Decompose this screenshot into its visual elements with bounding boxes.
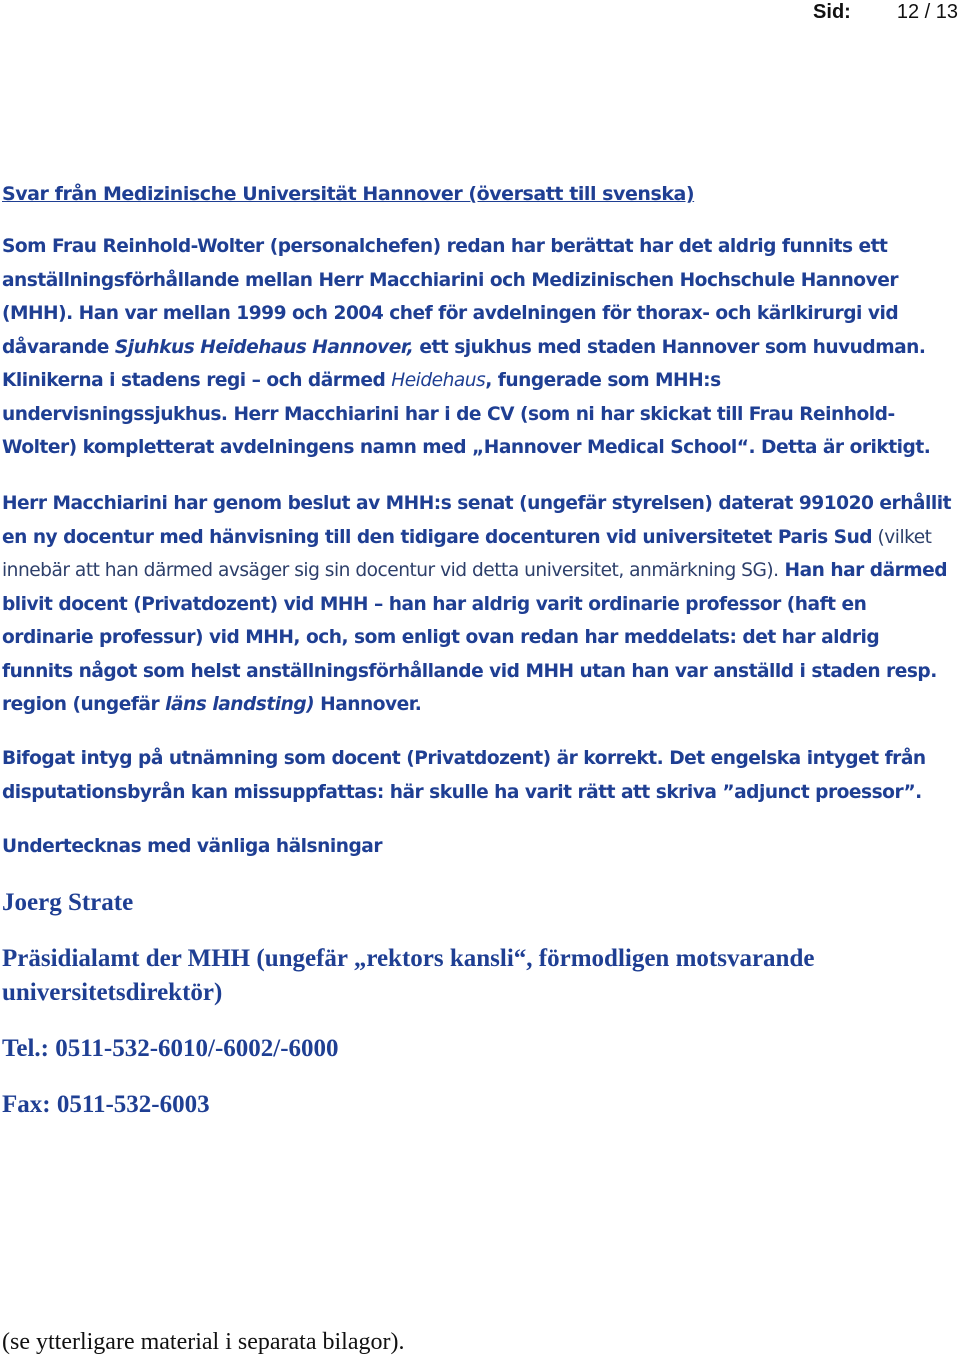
signature-name: Joerg Strate [2,889,134,916]
section-title: Svar från Medizinische Universität Hannover (översatt till svenska) [2,183,695,205]
page-label: Sid: [813,1,851,23]
paragraph-2-text-c: Han har därmed blivit docent (Privatdozent) vid MHH – han har aldrig varit ordinarie professor (haft en ordinarie professur) vid MHH, och, som enligt ovan redan har meddelats: det har aldrig funnits något som helst anställningsförhållande vid MHH utan han var anställd i staden resp. region (ungefär [2,560,948,715]
signature-office: Präsidialamt der MHH (ungefär „rektors kansli“, förmodligen motsvarande universitetsdirektör) [2,945,815,1006]
paragraph-1-text-b: ett sjukhus med staden Hannover som huvudman. Klinikerna i stadens regi – och därmed [2,336,926,391]
paragraph-1-text-a: Han var mellan 1999 och 2004 chef för avdelningen för thorax- och kärlkirurgi vid dåvarande [2,303,899,358]
signature-fax: Fax: 0511-532-6003 [2,1091,210,1118]
paragraph-1 [2,230,952,465]
hospital-name: Sjuhkus Heidehaus Hannover, [114,336,414,358]
paragraph-2-remark: (vilket innebär att han därmed avsäger sig sin docentur vid detta universitet, anmärkning SG). [2,526,932,581]
page-header [813,0,958,24]
lans-landsting: läns landsting) [165,694,315,715]
paragraph-2 [2,487,952,722]
closing-line: Undertecknas med vänliga hälsningar [2,836,382,857]
footer-note: (se ytterligare material i separata bilagor). [2,1329,405,1355]
heidehaus-name: Heidehaus [391,370,486,391]
paragraph-3: Bifogat intyg på utnämning som docent (Privatdozent) är korrekt. Det engelska intyget från disputationsbyrån kan missuppfattas: här skulle ha varit rätt att skriva ”adjunct proessor”. [2,748,926,803]
paragraph-1-text-c: , fungerade som MHH:s undervisningssjukhus. Herr Macchiarini har i de CV (som ni har skickat till Frau Reinhold-Wolter) kompletterat avdelningens namn med „Hannover Medical School“. Detta är oriktigt. [2,370,931,458]
paragraph-2-text-d: Hannover. [314,694,422,715]
paragraph-2-text-a: Herr Macchiarini har genom beslut av MHH:s senat (ungefär styrelsen) daterat 991020 erhållit en ny docentur med hänvisning till den tidigare docenturen vid universitetet Paris Sud [2,493,951,548]
page-number: 12 / 13 [896,1,958,23]
signature-tel: Tel.: 0511-532-6010/-6002/-6000 [2,1035,339,1062]
paragraph-1-intro: Som Frau Reinhold-Wolter (personalchefen) redan har berättat har det aldrig funnits ett anställningsförhållande mellan Herr Macchiarini och Medizinischen Hochschule Hannover (MHH). [2,236,898,324]
